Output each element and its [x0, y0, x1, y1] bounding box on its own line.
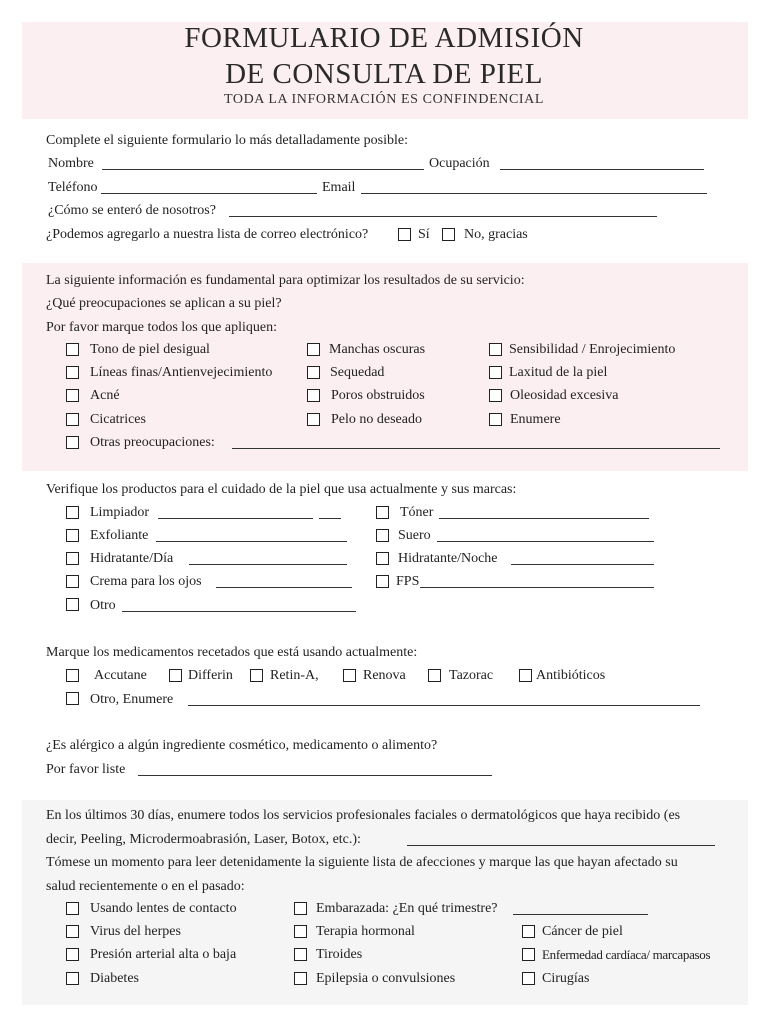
conditions-text-line2: salud recientemente o en el pasado: [46, 879, 245, 894]
concern-label: Cicatrices [90, 412, 146, 427]
mailing-question: ¿Podemos agregarlo a nuestra lista de correo electrónico? [46, 227, 369, 242]
condition-checkbox[interactable] [522, 948, 535, 961]
concern-checkbox[interactable] [489, 343, 502, 356]
occupation-field[interactable] [500, 169, 704, 170]
other-concerns-checkbox[interactable] [66, 436, 79, 449]
condition-checkbox[interactable] [294, 925, 307, 938]
mailing-yes-label: Sí [418, 227, 430, 242]
product-label: Exfoliante [90, 528, 149, 543]
concern-label: Acné [90, 388, 120, 403]
other-medication-field[interactable] [188, 705, 700, 706]
medication-label: Accutane [94, 668, 147, 683]
condition-label: Presión arterial alta o baja [90, 947, 237, 962]
conditions-text-line1: Tómese un momento para leer detenidamente la siguiente lista de afecciones y marque las que hayan afectado su [46, 855, 678, 870]
concern-checkbox[interactable] [307, 366, 320, 379]
concern-label: Enumere [510, 412, 561, 427]
condition-label: Tiroides [316, 947, 363, 962]
concern-label: Líneas finas/Antienvejecimiento [90, 365, 273, 380]
medication-label: Antibióticos [536, 668, 606, 683]
product-checkbox[interactable] [376, 575, 389, 588]
product-field[interactable] [216, 587, 352, 588]
condition-label: Usando lentes de contacto [90, 901, 237, 916]
medication-checkbox[interactable] [250, 669, 263, 682]
condition-checkbox[interactable] [66, 948, 79, 961]
product-field-extra[interactable] [319, 518, 341, 519]
medication-label: Renova [363, 668, 406, 683]
product-checkbox[interactable] [66, 506, 79, 519]
services-text-line2: decir, Peeling, Microdermoabrasión, Laser, Botox, etc.): [46, 832, 361, 847]
concern-checkbox[interactable] [307, 413, 320, 426]
medication-checkbox[interactable] [343, 669, 356, 682]
occupation-label: Ocupación [429, 156, 490, 171]
services-text-line1: En los últimos 30 días, enumere todos los servicios profesionales faciales o dermatológicos que haya recibido (es [46, 808, 681, 823]
condition-checkbox[interactable] [294, 902, 307, 915]
phone-field[interactable] [101, 193, 317, 194]
contact-intro: Complete el siguiente formulario lo más detalladamente posible: [46, 133, 408, 148]
concerns-instruction: Por favor marque todos los que apliquen: [46, 320, 277, 335]
product-field[interactable] [189, 564, 347, 565]
referral-label: ¿Cómo se enteró de nosotros? [48, 203, 216, 218]
medication-label: Retin-A, [270, 668, 319, 683]
medication-checkbox[interactable] [428, 669, 441, 682]
product-checkbox[interactable] [376, 552, 389, 565]
allergies-question: ¿Es alérgico a algún ingrediente cosmético, medicamento o alimento? [46, 738, 438, 753]
product-checkbox[interactable] [376, 529, 389, 542]
condition-checkbox[interactable] [294, 972, 307, 985]
concern-label: Oleosidad excesiva [510, 388, 619, 403]
other-concerns-label: Otras preocupaciones: [90, 435, 215, 450]
product-checkbox[interactable] [66, 598, 79, 611]
concerns-question: ¿Qué preocupaciones se aplican a su piel? [46, 296, 282, 311]
concern-label: Tono de piel desigual [90, 342, 210, 357]
concern-checkbox[interactable] [307, 389, 320, 402]
product-field[interactable] [439, 518, 649, 519]
name-field[interactable] [102, 169, 424, 170]
product-label: Tóner [400, 505, 434, 520]
mailing-no-checkbox[interactable] [442, 228, 455, 241]
mailing-yes-checkbox[interactable] [398, 228, 411, 241]
product-checkbox[interactable] [66, 552, 79, 565]
medication-label: Tazorac [449, 668, 494, 683]
services-field[interactable] [407, 845, 715, 846]
email-field[interactable] [361, 193, 707, 194]
confidential-notice: TODA LA INFORMACIÓN ES CONFINDENCIAL [223, 92, 545, 107]
concerns-intro: La siguiente información es fundamental para optimizar los resultados de su servicio: [46, 273, 525, 288]
concern-checkbox[interactable] [66, 389, 79, 402]
product-field[interactable] [420, 587, 654, 588]
form-title-line2: DE CONSULTA DE PIEL [225, 58, 543, 90]
medication-checkbox[interactable] [169, 669, 182, 682]
condition-label: Terapia hormonal [316, 924, 415, 939]
product-label: Hidratante/Noche [398, 551, 498, 566]
email-label: Email [322, 180, 356, 195]
concern-label: Poros obstruidos [331, 388, 425, 403]
mailing-no-label: No, gracias [464, 227, 528, 242]
condition-label: Virus del herpes [90, 924, 181, 939]
condition-checkbox[interactable] [522, 925, 535, 938]
other-concerns-field[interactable] [232, 448, 720, 449]
product-label: FPS [396, 574, 420, 589]
product-checkbox[interactable] [376, 506, 389, 519]
allergies-field[interactable] [138, 775, 492, 776]
product-field[interactable] [437, 541, 654, 542]
condition-label: Embarazada: ¿En qué trimestre? [316, 901, 498, 916]
medications-intro: Marque los medicamentos recetados que está usando actualmente: [46, 645, 418, 660]
product-checkbox[interactable] [66, 575, 79, 588]
concern-checkbox[interactable] [489, 389, 502, 402]
concern-checkbox[interactable] [307, 343, 320, 356]
allergies-list-label: Por favor liste [46, 762, 126, 777]
concern-label: Manchas oscuras [329, 342, 426, 357]
condition-checkbox[interactable] [294, 948, 307, 961]
product-label: Suero [398, 528, 431, 543]
product-field[interactable] [122, 611, 356, 612]
concern-checkbox[interactable] [66, 366, 79, 379]
condition-checkbox[interactable] [66, 972, 79, 985]
condition-label: Diabetes [90, 971, 139, 986]
condition-label: Enfermedad cardíaca/ marcapasos [542, 947, 711, 962]
other-medication-checkbox[interactable] [66, 692, 79, 705]
trimester-field[interactable] [513, 914, 648, 915]
concern-label: Sensibilidad / Enrojecimiento [509, 342, 676, 357]
concern-checkbox[interactable] [66, 413, 79, 426]
product-label: Otro [90, 598, 116, 613]
condition-label: Epilepsia o convulsiones [316, 971, 456, 986]
products-intro: Verifique los productos para el cuidado de la piel que usa actualmente y sus marcas: [46, 482, 517, 497]
product-field[interactable] [156, 541, 347, 542]
name-label: Nombre [48, 156, 94, 171]
referral-field[interactable] [229, 216, 657, 217]
condition-label: Cirugías [542, 971, 590, 986]
product-field[interactable] [511, 564, 654, 565]
condition-checkbox[interactable] [66, 902, 79, 915]
concern-label: Laxitud de la piel [509, 365, 608, 380]
condition-checkbox[interactable] [66, 925, 79, 938]
medication-checkbox[interactable] [66, 669, 79, 682]
medication-label: Differin [188, 668, 233, 683]
product-label: Hidratante/Día [90, 551, 174, 566]
other-medication-label: Otro, Enumere [90, 692, 174, 707]
product-label: Crema para los ojos [90, 574, 202, 589]
concern-checkbox[interactable] [489, 366, 502, 379]
concern-label: Pelo no deseado [331, 412, 422, 427]
form-title-line1: FORMULARIO DE ADMISIÓN [184, 22, 584, 54]
concern-checkbox[interactable] [66, 343, 79, 356]
medication-checkbox[interactable] [519, 669, 532, 682]
product-field[interactable] [158, 518, 313, 519]
concern-label: Sequedad [330, 365, 385, 380]
phone-label: Teléfono [48, 180, 98, 195]
product-label: Limpiador [90, 505, 150, 520]
condition-checkbox[interactable] [522, 972, 535, 985]
concern-checkbox[interactable] [489, 413, 502, 426]
product-checkbox[interactable] [66, 529, 79, 542]
condition-label: Cáncer de piel [542, 924, 623, 939]
